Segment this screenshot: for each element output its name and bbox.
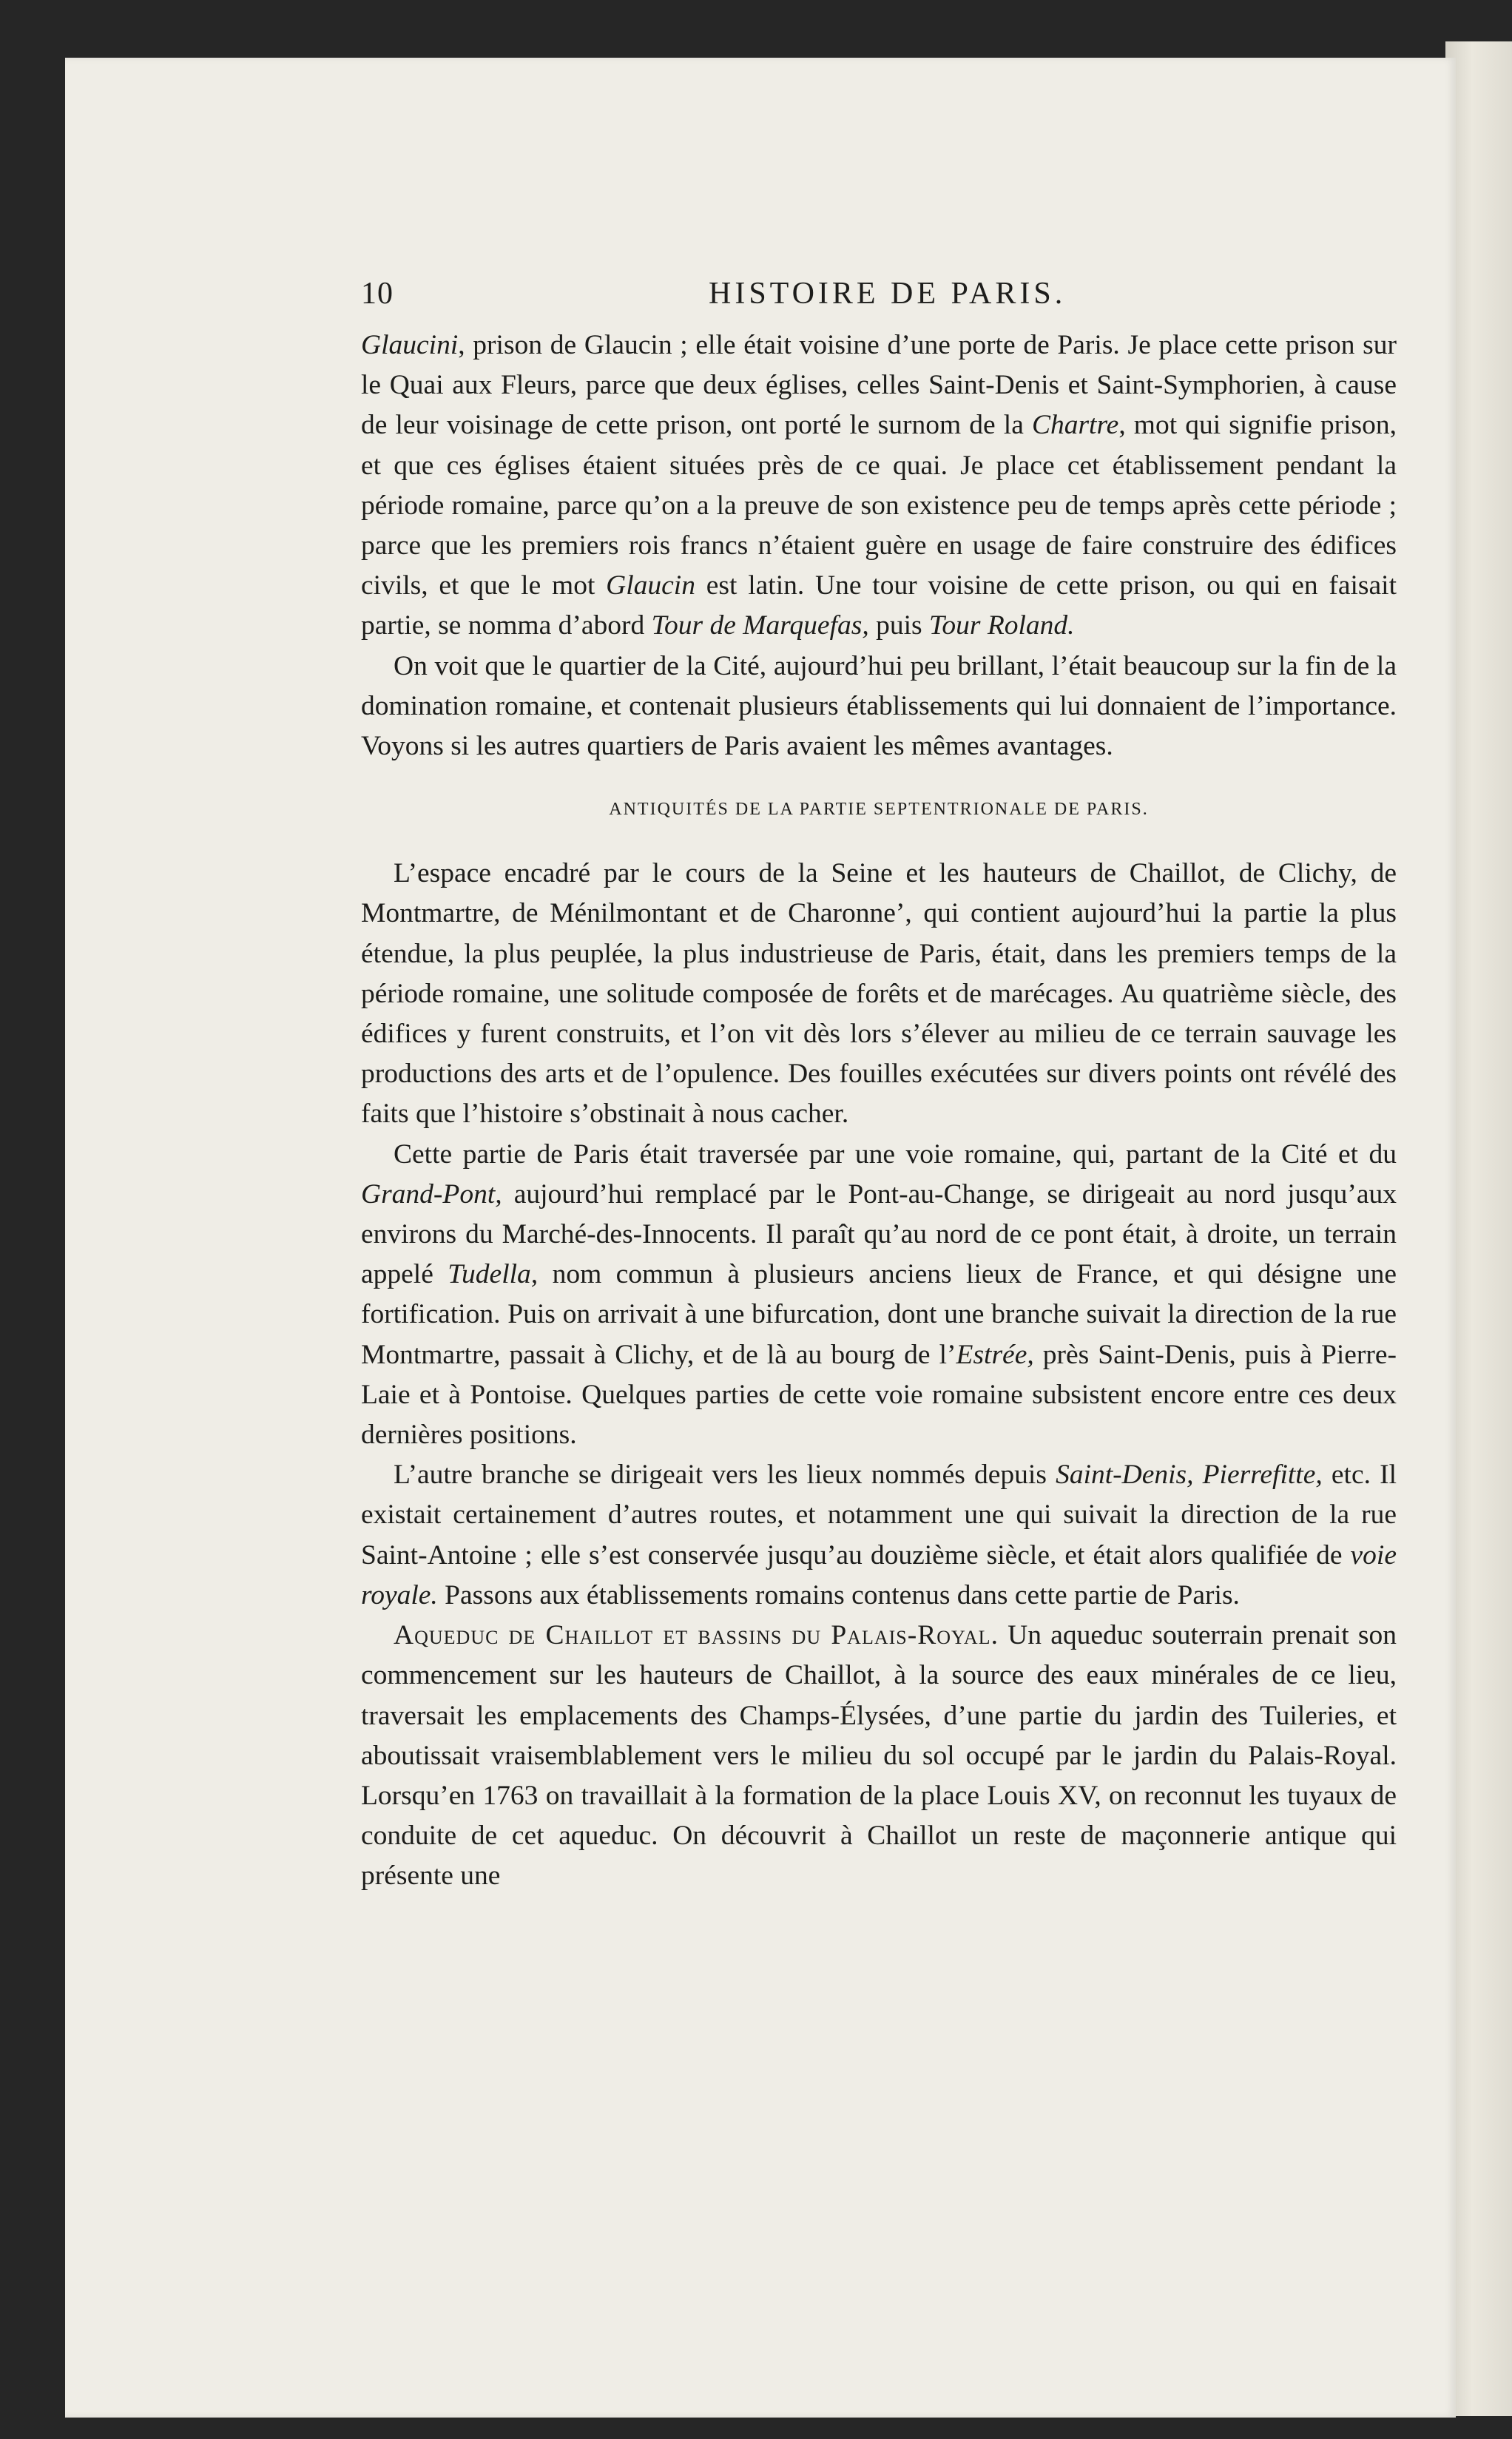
subheading-small-caps: Aqueduc de Chaillot et bassins du Palais-Royal. [394,1620,999,1651]
text-run: , mot qui signifie prison, et que ces églises étaient situées près de ce quai. Je place cet établissement pendant la période romaine, parce qu’on a la preuve de son existence peu de temps après cette période ; parce que les premiers rois francs n’étaient guère en usage de faire construire des édifices civils, et que le mot [361,410,1397,601]
italic-term: Glaucini [361,330,459,360]
italic-term: voie royale. [361,1539,1397,1610]
text-run: est latin. Une tour voisine de cette prison, ou qui en faisait partie, se nomma d’abord [361,570,1397,641]
page-text [361,274,1397,1897]
text-run: nom commun à plusieurs anciens lieux de France, et qui désigne une fortification. Puis on arrivait à une bifurcation, dont une branche suivait la direction de la rue Montmartre, passait à Clichy, et de là au bourg de l’ [361,1259,1397,1370]
text-run: puis [868,610,929,641]
text-run: près Saint-Denis, puis à Pierre-Laie et à Pontoise. Quelques parties de cette voie romaine subsistent encore entre ces deux dernières positions. [361,1339,1397,1451]
italic-term: Glaucin [606,570,695,601]
section-heading: ANTIQUITÉS DE LA PARTIE SEPTENTRIONALE DE PARIS. [609,800,1149,820]
paragraph-glaucin [361,325,1397,647]
text-run: Passons aux établissements romains contenus dans cette partie de Paris. [437,1579,1240,1610]
text-run: , prison de Glaucin ; elle était voisine d’une porte de Paris. Je place cette prison sur le Quai aux Fleurs, parce que deux églises, celles Saint-Denis et Saint-Symphorien, à cause de leur voisinage de cette prison, ont porté le surnom de la [361,330,1397,441]
running-title: HISTOIRE DE PARIS. [709,277,1067,311]
text-run: aujourd’hui remplacé par le Pont-au-Change, se dirigeait au nord jusqu’aux environs du Marché-des-Innocents. Il paraît qu’au nord de ce pont était, à droite, un terrain appelé [361,1178,1397,1290]
text-run: L’autre branche se dirigeait vers les lieux nommés depuis [394,1460,1056,1491]
italic-term: Saint-Denis, Pierrefitte, [1056,1460,1323,1491]
italic-term: Tour Roland. [928,610,1075,641]
page-number: 10 [361,277,394,311]
running-head [361,274,1397,325]
italic-term: Tudella, [448,1259,539,1290]
text-run: etc. Il existait certainement d’autres routes, et notamment une qui suivait la direction de la rue Saint-Antoine ; elle s’est conservée jusqu’au douzième siècle, et était alors qualifiée de [361,1460,1397,1571]
paragraph-espace: L’espace encadré par le cours de la Seine et les hauteurs de Chaillot, de Clichy, de Montmartre, de Ménilmontant et de Charonne’, qui contient aujourd’hui la partie la plus étendue, la plus peuplée, la plus industrieuse de Paris, était, dans les premiers temps de la période romaine, une solitude composée de forêts et de marécages. Au quatrième siècle, des édifices y furent construits, et l’on vit dès lors s’élever au milieu de ce terrain sauvage les productions des arts et de l’opulence. Des fouilles exécutées sur divers points ont révélé des faits que l’histoire s’obstinait à nous cacher. [361,858,1397,1130]
text-run: Cette partie de Paris était traversée par une voie romaine, qui, partant de la Cité et du [394,1138,1397,1170]
italic-term: Chartre [1031,410,1119,441]
italic-term: Grand-Pont, [361,1178,502,1210]
paragraph-voie-romaine [361,1135,1397,1456]
text-run: Un aqueduc souterrain prenait son commencement sur les hauteurs de Chaillot, à la source des eaux minérales de ce lieu, traversait les emplacements des Champs-Élysées, d’une partie du jardin des Tuileries, et aboutissait vraisemblablement vers le milieu du sol occupé par le jardin du Palais-Royal. Lorsqu’en 1763 on travaillait à la formation de la place Louis XV, on reconnut les tuyaux de conduite de cet aqueduc. On découvrit à Chaillot un reste de maçonnerie antique qui présente une [361,1620,1397,1892]
italic-term: Tour de Marquefas, [651,610,869,641]
paragraph-autre-branche [361,1455,1397,1616]
paragraph-cite: On voit que le quartier de la Cité, aujourd’hui peu brillant, l’était beaucoup sur la fin de la domination romaine, et contenait plusieurs établissements qui lui donnaient de l’importance. Voyons si les autres quartiers de Paris avaient les mêmes avantages. [361,650,1397,762]
italic-term: Estrée, [956,1339,1034,1370]
paragraph-aqueduc [361,1616,1397,1896]
